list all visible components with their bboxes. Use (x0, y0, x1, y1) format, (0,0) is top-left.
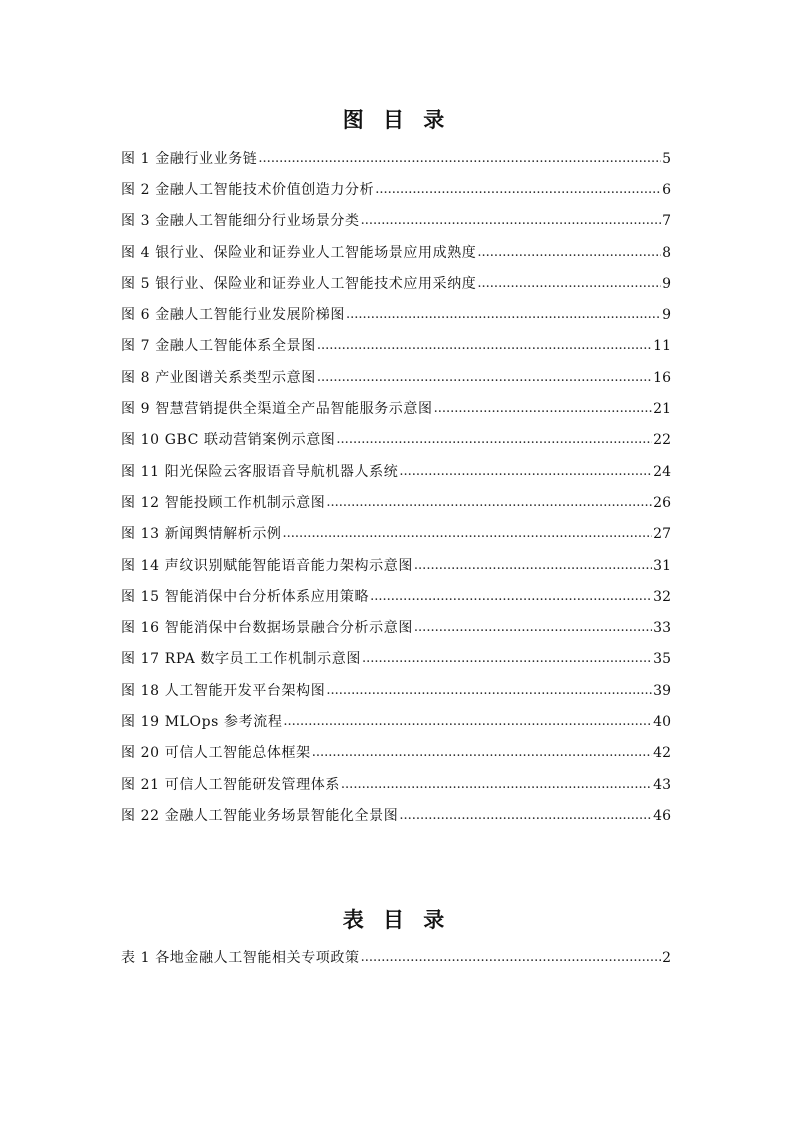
table-toc-entry[interactable] (121, 942, 671, 973)
figure-toc-entry[interactable] (121, 738, 671, 769)
figure-toc-entry[interactable] (121, 612, 671, 643)
figure-toc-entry-label: 图 7 金融人工智能体系全景图 (121, 338, 316, 355)
dot-leader (283, 524, 653, 544)
figure-toc-entry-label: 图 18 人工智能开发平台架构图 (121, 682, 326, 699)
figure-toc-entry[interactable] (121, 769, 671, 800)
dot-leader (399, 806, 652, 826)
figure-toc-entry[interactable] (121, 550, 671, 581)
figure-toc-entry-label: 图 19 MLOps 参考流程 (121, 713, 283, 730)
figure-toc-entry[interactable] (121, 268, 671, 299)
figure-toc-entry[interactable] (121, 393, 671, 424)
figure-toc-entry[interactable] (121, 644, 671, 675)
figure-toc-entry-label: 图 3 金融人工智能细分行业场景分类 (121, 213, 360, 230)
dot-leader (341, 775, 652, 795)
figure-toc-entry-label: 图 22 金融人工智能业务场景智能化全景图 (121, 807, 399, 824)
dot-leader (414, 618, 652, 638)
figure-toc-entry-page-number: 39 (653, 682, 671, 699)
dot-leader (326, 493, 652, 513)
figure-toc-entry-label: 图 17 RPA 数字员工工作机制示意图 (121, 651, 361, 668)
figure-toc-entry-page-number: 8 (662, 244, 671, 261)
figure-toc-entry-label: 图 16 智能消保中台数据场景融合分析示意图 (121, 620, 413, 637)
figure-toc-entry-page-number: 43 (653, 776, 671, 793)
dot-leader (370, 587, 652, 607)
figure-toc-entry-page-number: 35 (653, 651, 671, 668)
figure-toc-entry[interactable] (121, 425, 671, 456)
figure-toc-entry-page-number: 33 (653, 620, 671, 637)
figure-toc-entry-label: 图 9 智慧营销提供全渠道全产品智能服务示意图 (121, 401, 433, 418)
table-toc-entry-page-number: 2 (662, 949, 671, 966)
figure-toc-entry-label: 图 4 银行业、保险业和证券业人工智能场景应用成熟度 (121, 244, 477, 261)
figure-toc-entry-page-number: 16 (653, 369, 671, 386)
dot-leader (346, 305, 661, 325)
figure-toc-entry-page-number: 27 (653, 526, 671, 543)
figure-toc-entry-page-number: 40 (653, 713, 671, 730)
figure-toc-entry-label: 图 6 金融人工智能行业发展阶梯图 (121, 307, 346, 324)
table-toc-entry-label: 表 1 各地金融人工智能相关专项政策 (121, 949, 360, 966)
figure-toc-entry[interactable] (121, 362, 671, 393)
dot-leader (336, 430, 652, 450)
figure-toc-entry-label: 图 10 GBC 联动营销案例示意图 (121, 432, 336, 449)
figure-toc-entry-page-number: 6 (662, 181, 671, 198)
figure-toc-entry-page-number: 22 (653, 432, 671, 449)
figure-toc-entry-page-number: 11 (653, 338, 671, 355)
dot-leader (414, 556, 652, 576)
dot-leader (283, 712, 652, 732)
figure-toc-entry-label: 图 14 声纹识别赋能智能语音能力架构示意图 (121, 557, 413, 574)
figure-toc-entry-label: 图 20 可信人工智能总体框架 (121, 745, 311, 762)
figures-toc-list (121, 143, 671, 832)
dot-leader (434, 399, 653, 419)
figure-toc-entry[interactable] (121, 299, 671, 330)
figure-toc-entry-label: 图 12 智能投顾工作机制示意图 (121, 494, 326, 511)
figure-toc-entry-label: 图 13 新闻舆情解析示例 (121, 526, 282, 543)
figure-toc-entry[interactable] (121, 456, 671, 487)
figure-toc-entry[interactable] (121, 706, 671, 737)
figure-toc-entry-page-number: 24 (653, 463, 671, 480)
dot-leader (362, 649, 652, 669)
figure-toc-entry[interactable] (121, 519, 671, 550)
figure-toc-entry[interactable] (121, 174, 671, 205)
figures-toc-title: 图 目 录 (342, 108, 451, 132)
figure-toc-entry-page-number: 32 (653, 588, 671, 605)
figure-toc-entry-label: 图 5 银行业、保险业和证券业人工智能技术应用采纳度 (121, 275, 477, 292)
figure-toc-entry[interactable] (121, 675, 671, 706)
figure-toc-entry-page-number: 42 (653, 745, 671, 762)
dot-leader (477, 274, 661, 294)
figure-toc-entry[interactable] (121, 237, 671, 268)
tables-toc-list (121, 942, 671, 973)
dot-leader (361, 211, 661, 231)
dot-leader (375, 180, 661, 200)
figure-toc-entry-label: 图 8 产业图谱关系类型示意图 (121, 369, 316, 386)
dot-leader (326, 681, 652, 701)
figure-toc-entry[interactable] (121, 206, 671, 237)
dot-leader (317, 336, 652, 356)
figure-toc-entry[interactable] (121, 487, 671, 518)
figure-toc-entry[interactable] (121, 800, 671, 831)
dot-leader (258, 149, 661, 169)
figure-toc-entry-label: 图 11 阳光保险云客服语音导航机器人系统 (121, 463, 399, 480)
figure-toc-entry-label: 图 21 可信人工智能研发管理体系 (121, 776, 340, 793)
figure-toc-entry[interactable] (121, 143, 671, 174)
tables-toc-title: 表 目 录 (342, 908, 451, 932)
figure-toc-entry-label: 图 15 智能消保中台分析体系应用策略 (121, 588, 370, 605)
figure-toc-entry-page-number: 9 (662, 275, 671, 292)
dot-leader (361, 948, 661, 968)
dot-leader (399, 462, 652, 482)
figure-toc-entry-label: 图 2 金融人工智能技术价值创造力分析 (121, 181, 375, 198)
figure-toc-entry[interactable] (121, 581, 671, 612)
figure-toc-entry-page-number: 21 (653, 401, 671, 418)
figure-toc-entry-page-number: 5 (662, 150, 671, 167)
figure-toc-entry-page-number: 26 (653, 494, 671, 511)
figure-toc-entry-page-number: 46 (653, 807, 671, 824)
dot-leader (312, 743, 652, 763)
figure-toc-entry-page-number: 9 (662, 307, 671, 324)
figure-toc-entry-page-number: 7 (662, 213, 671, 230)
dot-leader (477, 243, 661, 263)
figure-toc-entry-page-number: 31 (653, 557, 671, 574)
figure-toc-entry[interactable] (121, 331, 671, 362)
figure-toc-entry-label: 图 1 金融行业业务链 (121, 150, 258, 167)
dot-leader (317, 368, 652, 388)
